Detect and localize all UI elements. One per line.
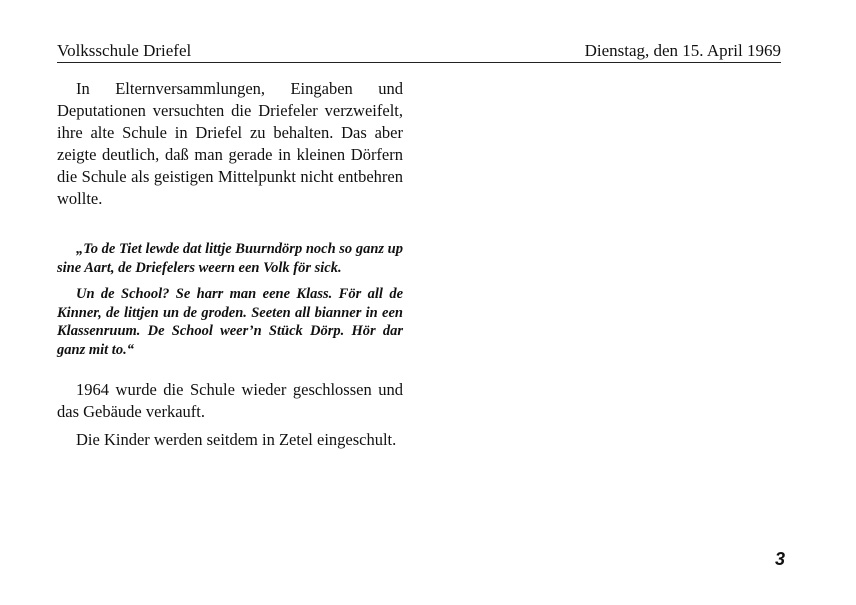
quote-paragraph: „To de Tiet lewde dat littje Buurndörp noch so ganz up sine Aart, de Driefelers weern een Volk för sick. bbox=[57, 241, 403, 276]
header-date: Dienstag, den 15. April 1969 bbox=[584, 41, 781, 60]
quote-paragraph: Un de School? Se harr man eene Klass. För all de Kinner, de littjen un de groden. Seeten all bianner in een Klassenruum. De School weer’n Stück Dörp. Hör dar ganz mit to.“ bbox=[57, 286, 403, 358]
dialect-quote bbox=[57, 240, 403, 359]
body-paragraph: In Elternversammlungen, Eingaben und Deputationen versuchten die Driefeler verzweifelt, ihre alte Schule in Driefel zu behalten. Das aber zeigte deutlich, daß man gerade in kleinen Dörfern die Schule als geistigen Mittelpunkt nicht entbehren wollte. bbox=[57, 79, 403, 208]
header-title: Volksschule Driefel bbox=[57, 41, 192, 60]
page-header bbox=[57, 40, 781, 63]
main-column bbox=[57, 78, 403, 451]
body-paragraph: Die Kinder werden seitdem in Zetel eingeschult. bbox=[76, 430, 397, 449]
body-paragraph: 1964 wurde die Schule wieder geschlossen und das Gebäude verkauft. bbox=[57, 380, 403, 421]
page-number: 3 bbox=[774, 549, 785, 569]
